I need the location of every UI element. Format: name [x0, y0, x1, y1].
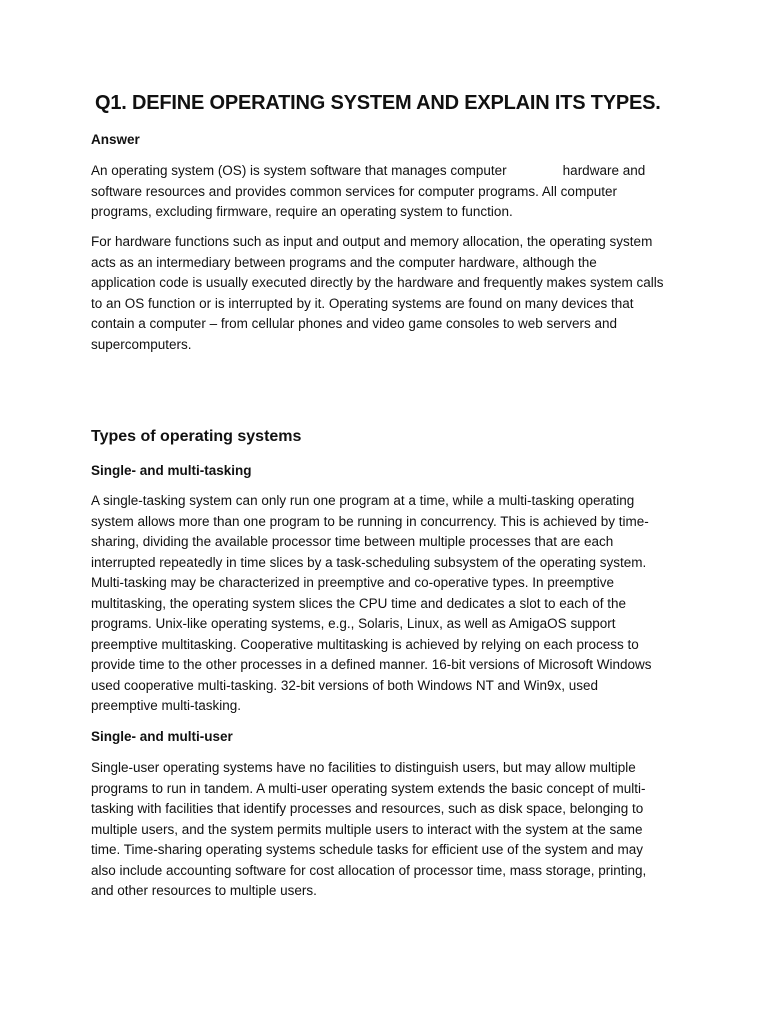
paragraph-line: An operating system (OS) is system software that manages computer hardware and	[91, 163, 646, 178]
page-title: Q1. DEFINE OPERATING SYSTEM AND EXPLAIN ITS TYPES.	[95, 92, 661, 114]
paragraph-line: preemptive multi-tasking.	[91, 698, 242, 713]
multitasking-heading: Single- and multi-tasking	[91, 463, 252, 478]
paragraph-line: programs to run in tandem. A multi-user operating system extends the basic concept of multi-	[91, 780, 646, 796]
paragraph-line: acts as an intermediary between programs and the computer hardware, although the	[91, 254, 597, 270]
paragraph-line: programs, excluding firmware, require an operating system to function.	[91, 204, 513, 219]
paragraph-line: programs. Unix-like operating systems, e.g., Solaris, Linux, as well as AmigaOS support	[91, 616, 616, 631]
paragraph-line: multiple users, and the system permits multiple users to interact with the system at the same	[91, 821, 643, 837]
paragraph-line: multitasking, the operating system slices the CPU time and dedicates a slot to each of the	[91, 595, 627, 611]
paragraph-line: to an OS function or is interrupted by it. Operating systems are found on many devices that	[91, 295, 634, 311]
paragraph-line: contain a computer – from cellular phones and video game consoles to web servers and	[91, 316, 618, 331]
multiuser-heading: Single- and multi-user	[91, 729, 233, 744]
paragraph-line: For hardware functions such as input and output and memory allocation, the operating system	[91, 234, 653, 249]
paragraph-line: Single-user operating systems have no facilities to distinguish users, but may allow multiple	[91, 760, 636, 775]
paragraph-line: A single-tasking system can only run one program at a time, while a multi-tasking operating	[91, 493, 635, 508]
answer-label: Answer	[91, 132, 140, 147]
paragraph-line: Multi-tasking may be characterized in preemptive and co-operative types. In preemptive	[91, 575, 614, 590]
paragraph-line: system allows more than one program to be running in concurrency. This is achieved by time-	[91, 513, 649, 529]
paragraph-line: used cooperative multi-tasking. 32-bit versions of both Windows NT and Win9x, used	[91, 677, 598, 693]
paragraph-line: sharing, dividing the available processor time between multiple processes that are each	[91, 534, 614, 549]
hardware-paragraph	[91, 232, 691, 355]
paragraph-line: application code is usually executed directly by the hardware and frequently makes system calls	[91, 275, 664, 290]
multiuser-paragraph	[91, 758, 691, 902]
paragraph-line: interrupted repeatedly in time slices by a task-scheduling subsystem of the operating system.	[91, 554, 647, 570]
paragraph-line: provide time to the other processes in a defined manner. 16-bit versions of Microsoft Windows	[91, 657, 652, 672]
paragraph-line: software resources and provides common services for computer programs. All computer	[91, 183, 617, 199]
multitasking-paragraph	[91, 491, 691, 717]
paragraph-line: tasking with facilities that identify processes and resources, such as disk space, belonging to	[91, 801, 644, 816]
paragraph-line: and other resources to multiple users.	[91, 883, 317, 898]
paragraph-line: time. Time-sharing operating systems schedule tasks for efficient use of the system and may	[91, 842, 643, 857]
types-heading: Types of operating systems	[91, 428, 302, 445]
paragraph-line: also include accounting software for cost allocation of processor time, mass storage, printing,	[91, 862, 647, 878]
paragraph-line: preemptive multitasking. Cooperative multitasking is achieved by relying on each process to	[91, 636, 639, 652]
paragraph-line: supercomputers.	[91, 336, 192, 352]
intro-paragraph	[91, 161, 691, 223]
